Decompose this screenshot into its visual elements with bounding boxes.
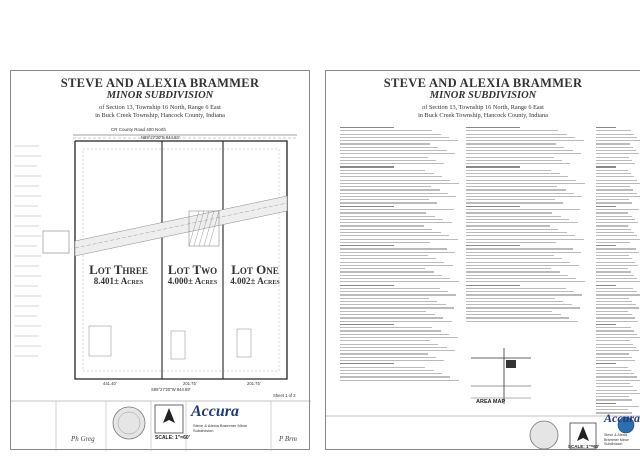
lot-one-acres: 4.002± Acres [230, 276, 280, 286]
dim-lot1: 201.75' [247, 381, 261, 386]
bottom-bearing: S89°27'20"W 844.89' [151, 387, 191, 392]
sheet1-desc-line2: in Buck Creek Township, Hancock County, Indiana [95, 112, 225, 119]
scale-label: SCALE: 1"=60' [155, 435, 190, 441]
lot-three [75, 263, 162, 286]
dim-lot2: 201.75' [183, 381, 197, 386]
project-name: Steve & Alexia Brammer Minor Subdivision [193, 423, 248, 433]
sheet1-desc-line1: of Section 13, Township 16 North, Range 6 East [99, 104, 221, 111]
sheet2-desc-line2: in Buck Creek Township, Hancock County, Indiana [418, 112, 548, 119]
lot-one [223, 263, 287, 286]
lot-two-acres: 4.000± Acres [167, 276, 218, 286]
plat-sheet-2 [325, 70, 640, 450]
sheet2-accura-logo: Accura [604, 411, 640, 425]
accura-logo: Accura [191, 403, 239, 420]
area-map-label: AREA MAP [476, 399, 506, 405]
sheet2-desc-line1: of Section 13, Township 16 North, Range 6 East [422, 104, 544, 111]
dim-lot3: 441.40' [103, 381, 117, 386]
sheet1-subtitle: MINOR SUBDIVISION [106, 90, 214, 101]
sheet2-scale-label: SCALE: 1"=60' [568, 444, 600, 449]
plat-sheet-1 [10, 70, 310, 450]
top-bearing: N89°27'20"E 844.93' [141, 135, 180, 140]
lot-three-acres: 8.401± Acres [93, 276, 144, 286]
sheet2-project-name: Steve & Alexia Brammer Minor Subdivision [604, 433, 629, 446]
surveyor-signature: Ph Greg [71, 435, 95, 443]
sheet2-subtitle: MINOR SUBDIVISION [429, 90, 537, 101]
lot-one-name: Lot One [231, 262, 279, 277]
lot-two [162, 263, 223, 286]
sheet2-title: STEVE AND ALEXIA BRAMMER [383, 76, 583, 90]
sheet2-frame [326, 71, 640, 451]
owner-signature: P Brm [279, 435, 297, 443]
road-label: CR County Road 400 North [111, 127, 167, 132]
sheet1-title: STEVE AND ALEXIA BRAMMER [60, 76, 260, 90]
sheet-number: Sheet 1 of 2 [273, 393, 296, 398]
lot-three-name: Lot Three [89, 262, 148, 277]
lot-two-name: Lot Two [167, 262, 218, 277]
